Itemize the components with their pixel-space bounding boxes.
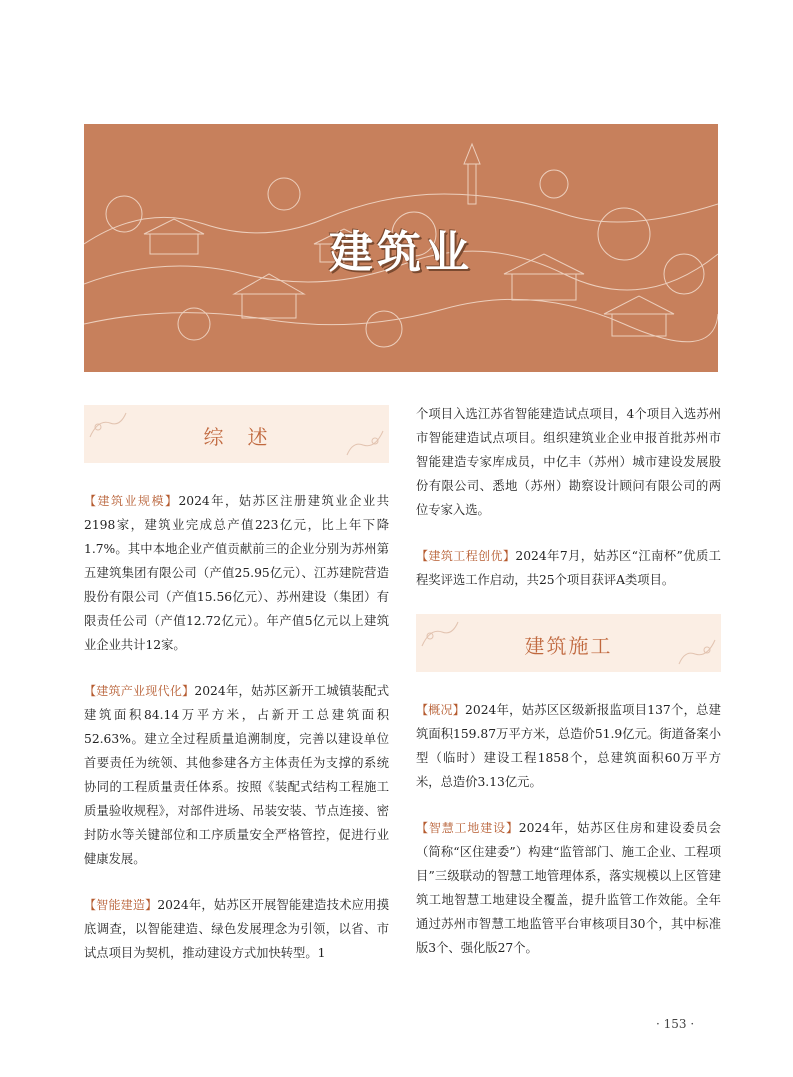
paragraph-tag: 【建筑业规模】 — [84, 494, 179, 508]
paragraph — [416, 698, 721, 794]
paragraph-tag: 【建筑产业现代化】 — [84, 684, 195, 698]
section-title: 建筑施工 — [524, 634, 613, 658]
paragraph-text: 2024年，姑苏区住房和建设委员会（简称“区住建委”）构建“监管部门、施工企业、工程项目”三级联动的智慧工地管理体系，落实规模以上区管建筑工地智慧工地建设全覆盖，提升监管工作效能。全年通过苏州市智慧工地监管平台审核项目30个，其中标准版3个、强化版27个。 — [416, 821, 721, 955]
section-title: 综 述 — [203, 425, 270, 449]
paragraph-tag: 【建筑工程创优】 — [416, 549, 516, 563]
paragraph-text: 2024年，姑苏区区级新报监项目137个，总建筑面积159.87万平方米，总造价51.9亿元。街道备案小型（临时）建设工程1858个，总建筑面积60万平方米，总造价3.13亿元。 — [416, 703, 721, 789]
paragraph — [84, 489, 389, 657]
floral-ornament-icon — [677, 638, 717, 668]
paragraph-text: 2024年7月，姑苏区“江南杯”优质工程奖评选工作启动，共25个项目获评A类项目。 — [416, 549, 721, 587]
paragraph — [416, 544, 721, 592]
paragraph-continued: 个项目入选江苏省智能建造试点项目，4个项目入选苏州市智能建造试点项目。组织建筑业企业申报首批苏州市智能建造专家库成员，中亿丰（苏州）城市建设发展股份有限公司、悉地（苏州）勘察设计顾问有限公司的两位专家入选。 — [416, 407, 721, 517]
paragraph — [84, 679, 389, 871]
paragraph-text: 2024年，姑苏区新开工城镇装配式建筑面积84.14万平方米，占新开工总建筑面积52.63%。建立全过程质量追溯制度，完善以建设单位首要责任为统领、其他参建各方主体责任为支撑的系统协同的工程质量责任体系。按照《装配式结构工程施工质量验收规程》，对部件进场、吊装安装、节点连接、密封防水等关键部位和工序质量安全严格管控，促进行业健康发展。 — [84, 684, 389, 866]
chapter-title: 建筑业 — [329, 227, 473, 278]
paragraph — [84, 893, 389, 965]
right-column — [416, 402, 721, 982]
page-number: · 153 · — [656, 1017, 695, 1031]
paragraph-text: 2024年，姑苏区注册建筑业企业共2198家，建筑业完成总产值223亿元，比上年下降1.7%。其中本地企业产值贡献前三的企业分别为苏州第五建筑集团有限公司（产值25.95亿元）、江苏建院营造股份有限公司（产值15.56亿元）、苏州建设（集团）有限责任公司（产值12.72亿元）。年产值5亿元以上建筑业企业共计12家。 — [84, 494, 389, 652]
chapter-banner — [84, 124, 718, 372]
section-header-overview — [84, 405, 389, 463]
paragraph-tag: 【智能建造】 — [84, 898, 158, 912]
section-header-construction — [416, 614, 721, 672]
paragraph — [416, 816, 721, 960]
floral-ornament-icon — [345, 429, 385, 459]
left-column — [84, 405, 389, 987]
paragraph-tag: 【概况】 — [416, 703, 466, 717]
paragraph-text: 2024年，姑苏区开展智能建造技术应用摸底调查，以智能建造、绿色发展理念为引领，以省、市试点项目为契机，推动建设方式加快转型。1 — [84, 898, 389, 960]
paragraph-tag: 【智慧工地建设】 — [416, 821, 519, 835]
